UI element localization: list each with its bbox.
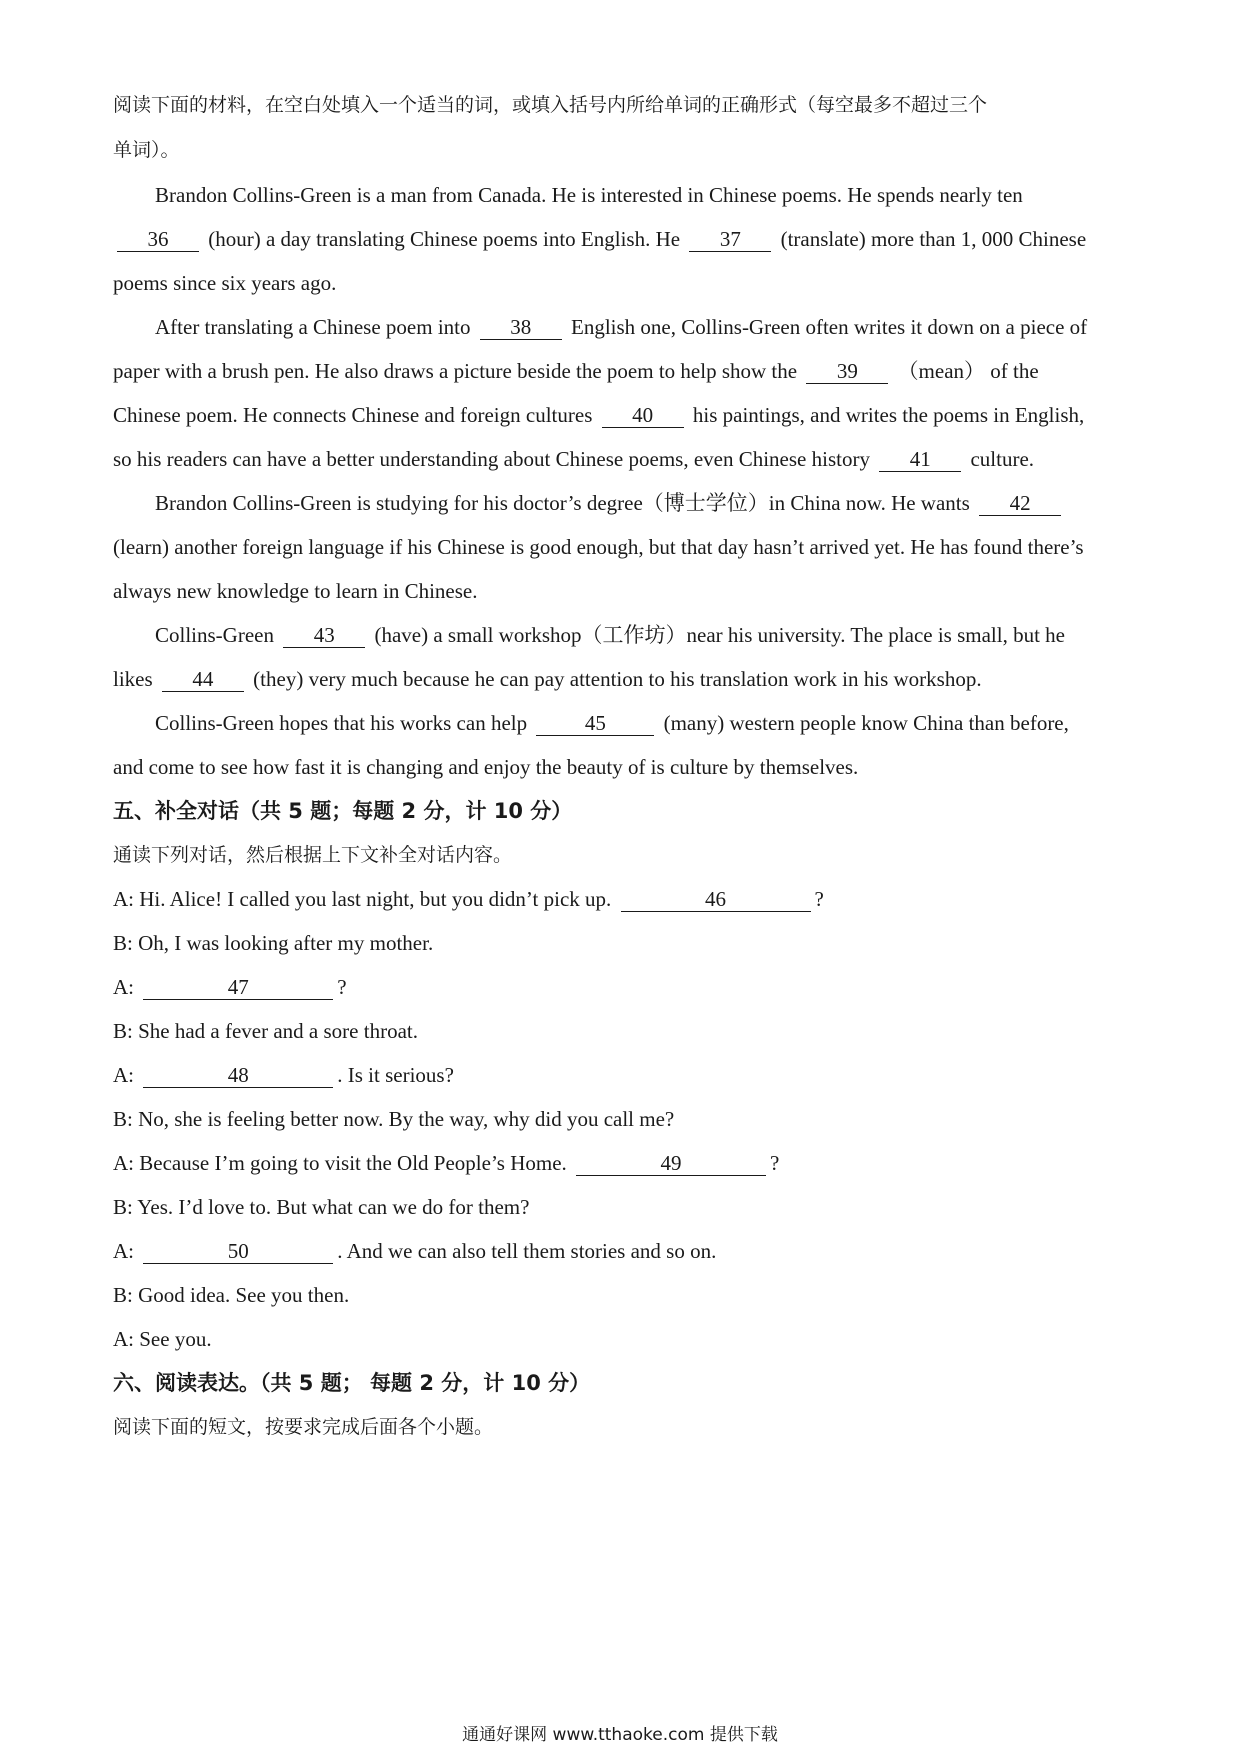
dialogue-line [113, 1236, 716, 1266]
passage-text: Collins-Green hopes that his works can help [155, 711, 528, 735]
blank-50: 50 [143, 1239, 333, 1264]
dialogue-text: A: [113, 975, 134, 999]
dialogue-line: B: No, she is feeling better now. By the way, why did you call me? [113, 1107, 675, 1131]
page-footer: 通通好课网 www.tthaoke.com 提供下载 [462, 1725, 778, 1745]
dialogue-text: ? [337, 975, 347, 999]
blank-36: 36 [117, 227, 199, 252]
dialogue-line [113, 1148, 779, 1178]
section-instruction: 通读下列对话，然后根据上下文补全对话内容。 [113, 844, 513, 866]
dialogue-text: ? [770, 1151, 780, 1175]
passage-line [113, 356, 1039, 386]
passage-line [155, 488, 1065, 518]
passage-line [113, 664, 982, 694]
passage-line [113, 224, 1086, 254]
passage-text: (translate) more than 1, 000 Chinese [780, 227, 1087, 251]
blank-47: 47 [143, 975, 333, 1000]
passage-line: always new knowledge to learn in Chinese. [113, 579, 478, 603]
dialogue-text: . Is it serious? [337, 1063, 454, 1087]
passage-text: Collins-Green [155, 623, 274, 647]
section-instruction: 阅读下面的短文，按要求完成后面各个小题。 [113, 1416, 494, 1438]
passage-line: (learn) another foreign language if his Chinese is good enough, but that day hasn’t arrived yet. He has found there’s [113, 535, 1084, 559]
dialogue-line [113, 1060, 454, 1090]
passage-text: his paintings, and writes the poems in English, [692, 403, 1085, 427]
dialogue-text: ? [814, 887, 824, 911]
section-heading: 六、阅读表达。（共 5 题； 每题 2 分，计 10 分） [113, 1371, 591, 1395]
blank-39: 39 [806, 359, 888, 384]
passage-line [155, 708, 1069, 738]
dialogue-line: A: See you. [113, 1327, 212, 1351]
passage-text: After translating a Chinese poem into [155, 315, 471, 339]
passage-text: (hour) a day translating Chinese poems into English. He [208, 227, 681, 251]
blank-38: 38 [480, 315, 562, 340]
passage-line [155, 620, 1065, 650]
passage-text: (many) western people know China than before, [663, 711, 1069, 735]
blank-42: 42 [979, 491, 1061, 516]
passage-text: Brandon Collins-Green is studying for his doctor’s degree（博士学位）in China now. He wants [155, 491, 970, 515]
dialogue-line [113, 972, 347, 1002]
passage-text: (they) very much because he can pay attention to his translation work in his workshop. [253, 667, 982, 691]
blank-44: 44 [162, 667, 244, 692]
passage-line: and come to see how fast it is changing and enjoy the beauty of is culture by themselves. [113, 755, 859, 779]
blank-48: 48 [143, 1063, 333, 1088]
blank-37: 37 [689, 227, 771, 252]
blank-41: 41 [879, 447, 961, 472]
passage-text: （mean） of the [897, 359, 1039, 383]
passage-text: so his readers can have a better understanding about Chinese poems, even Chinese history [113, 447, 870, 471]
passage-text: English one, Collins-Green often writes it down on a piece of [571, 315, 1088, 339]
dialogue-line: B: Oh, I was looking after my mother. [113, 931, 434, 955]
instruction-line-1: 阅读下面的材料，在空白处填入一个适当的词，或填入括号内所给单词的正确形式（每空最多不超过三个 [113, 94, 988, 116]
passage-line [155, 312, 1087, 342]
dialogue-line: B: Yes. I’d love to. But what can we do for them? [113, 1195, 530, 1219]
passage-line: poems since six years ago. [113, 271, 337, 295]
blank-40: 40 [602, 403, 684, 428]
instruction-line-2: 单词）。 [113, 139, 180, 161]
section-heading: 五、补全对话（共 5 题；每题 2 分，计 10 分） [113, 799, 573, 823]
passage-text: culture. [970, 447, 1035, 471]
passage-text: (have) a small workshop（工作坊）near his university. The place is small, but he [374, 623, 1066, 647]
blank-46: 46 [621, 887, 811, 912]
dialogue-line [113, 884, 824, 914]
dialogue-text: . And we can also tell them stories and so on. [337, 1239, 717, 1263]
dialogue-text: A: Hi. Alice! I called you last night, but you didn’t pick up. [113, 887, 612, 911]
passage-text: paper with a brush pen. He also draws a picture beside the poem to help show the [113, 359, 798, 383]
blank-45: 45 [536, 711, 654, 736]
dialogue-text: A: [113, 1063, 134, 1087]
passage-text: likes [113, 667, 153, 691]
dialogue-text: A: Because I’m going to visit the Old People’s Home. [113, 1151, 567, 1175]
blank-49: 49 [576, 1151, 766, 1176]
blank-43: 43 [283, 623, 365, 648]
dialogue-line: B: Good idea. See you then. [113, 1283, 350, 1307]
dialogue-line: B: She had a fever and a sore throat. [113, 1019, 418, 1043]
dialogue-text: A: [113, 1239, 134, 1263]
passage-line [113, 444, 1034, 474]
passage-line [113, 400, 1084, 430]
passage-text: Chinese poem. He connects Chinese and foreign cultures [113, 403, 593, 427]
passage-line: Brandon Collins-Green is a man from Canada. He is interested in Chinese poems. He spends nearly ten [155, 183, 1023, 207]
